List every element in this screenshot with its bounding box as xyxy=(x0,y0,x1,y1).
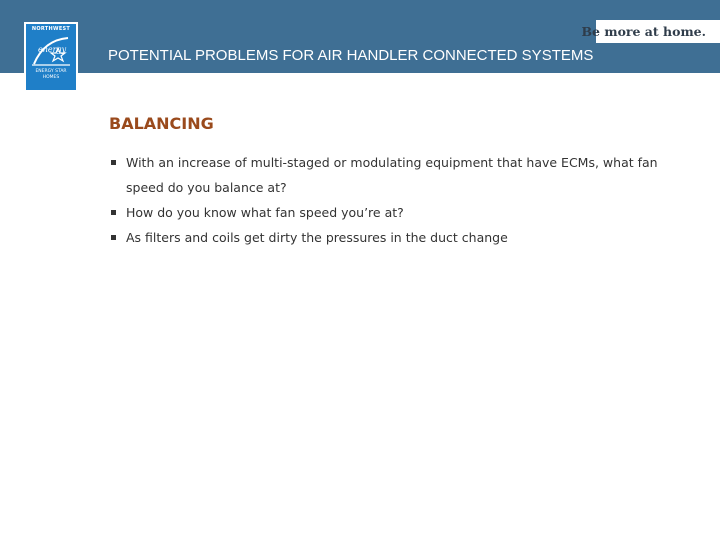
energy-star-icon xyxy=(30,34,72,68)
bullet-text: With an increase of multi-staged or modulating equipment that have ECMs, what fan speed do you balance at? xyxy=(126,155,658,195)
logo-mark-text: energy xyxy=(38,45,67,54)
energy-star-logo xyxy=(24,22,78,92)
bullet-marker xyxy=(111,235,116,240)
logo-bottom-text-1: ENERGY STAR xyxy=(35,69,67,74)
bullet-item xyxy=(111,200,671,225)
bullet-marker xyxy=(111,160,116,165)
logo-bottom-text-2: HOMES xyxy=(42,75,60,80)
tagline-box xyxy=(581,20,720,43)
tagline: Be more at home. xyxy=(581,24,706,39)
section-heading: BALANCING xyxy=(109,114,214,133)
bullet-marker xyxy=(111,210,116,215)
bullet-text: How do you know what fan speed you’re at? xyxy=(126,205,404,220)
bullet-text: As filters and coils get dirty the pressures in the duct change xyxy=(126,230,508,245)
bullet-item xyxy=(111,150,671,200)
bullet-list xyxy=(111,150,671,250)
logo-top-text: NORTHWEST xyxy=(31,26,71,32)
bullet-item xyxy=(111,225,671,250)
slide-title: POTENTIAL PROBLEMS FOR AIR HANDLER CONNECTED SYSTEMS xyxy=(108,47,594,64)
